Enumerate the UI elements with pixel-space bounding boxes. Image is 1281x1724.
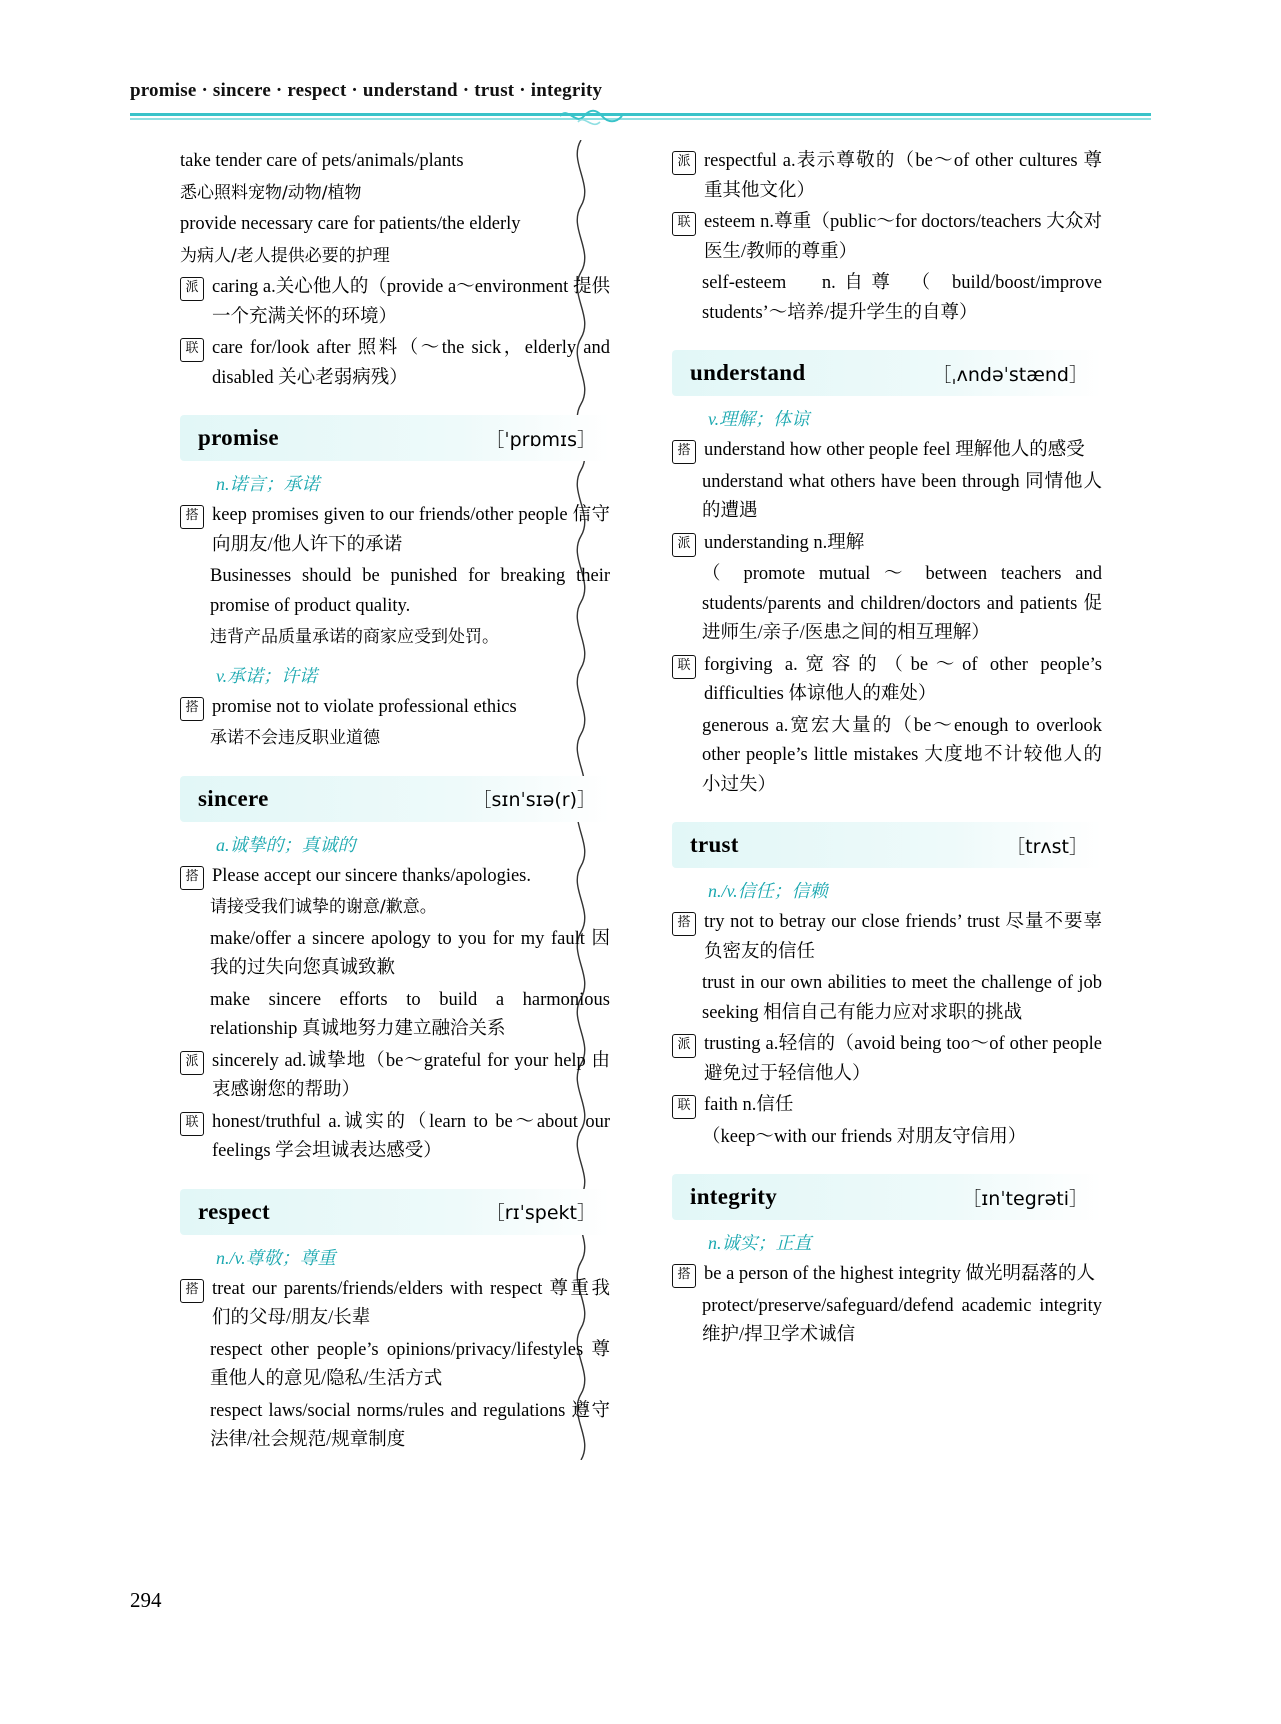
word-header [180, 776, 610, 822]
entry-line [180, 334, 610, 393]
entry-text: （keep～with our friends 对朋友守信用） [702, 1126, 1027, 1147]
entry-line [210, 724, 610, 754]
entry-text: caring a.关心他人的（provide a～environment 提供一个充满关怀的环境） [212, 277, 610, 327]
entry-line [702, 560, 1102, 649]
part-of-speech: n./v.尊敬；尊重 [216, 1247, 336, 1268]
word-header [180, 415, 610, 461]
entry-line [180, 1108, 610, 1167]
header-ornament-icon [558, 104, 624, 130]
headword: respect [198, 1198, 270, 1224]
phonetic: ［ˌʌndəˈstænd］ [932, 363, 1088, 386]
entry-line [672, 1030, 1102, 1089]
entry-en-text: take tender care of pets/animals/plants [180, 151, 464, 171]
entry-text: understand how other people feel 理解他人的感受 [704, 440, 1085, 460]
entry-text: make/offer a sincere apology to you for my fault 因我的过失向您真诚致歉 [210, 928, 610, 978]
entry-text: keep promises given to our friends/other people 信守向朋友/他人许下的承诺 [212, 505, 610, 555]
right-column [672, 145, 1102, 1355]
entry-text: Businesses should be punished for breaking their promise of product quality. [210, 566, 610, 616]
entry-line [702, 1292, 1102, 1351]
continued-entry-left [180, 147, 610, 393]
continued-entry-right [672, 147, 1102, 328]
entry-line [672, 529, 1102, 559]
entry-cn-text: 悉心照料宠物/动物/植物 [180, 182, 362, 203]
entry-text: honest/truthful a.诚实的（learn to be～about our feelings 学会坦诚表达感受） [212, 1111, 610, 1161]
entry-line [180, 693, 610, 723]
tag-related-icon: 联 [672, 212, 696, 236]
entry-cn-text: 违背产品质量承诺的商家应受到处罚。 [210, 627, 499, 647]
entry-line [672, 1091, 1102, 1121]
entry-line [210, 1336, 610, 1395]
entry-line [180, 210, 610, 240]
tag-collocation-icon: 搭 [180, 866, 204, 890]
entry-line [702, 1123, 1102, 1153]
entry-text: trust in our own abilities to meet the challenge of job seeking 相信自己有能力应对求职的挑战 [702, 973, 1102, 1023]
part-of-speech: a.诚挚的；真诚的 [216, 834, 356, 855]
tag-collocation-icon: 搭 [672, 1264, 696, 1288]
entry-trust [672, 822, 1102, 1152]
entry-line [672, 651, 1102, 710]
entry-line [672, 208, 1102, 267]
word-header [672, 1174, 1102, 1220]
entry-text: care for/look after 照料（～the sick，elderly and disabled 关心老弱病残） [212, 338, 610, 388]
entry-line [180, 501, 610, 560]
phonetic: ［rɪˈspekt］ [485, 1202, 596, 1224]
entry-text: forgiving a.宽容的（be～of other people’s difficulties 体谅他人的难处） [704, 654, 1102, 704]
entry-line [210, 893, 610, 923]
entry-en-text: provide necessary care for patients/the elderly [180, 214, 521, 234]
entry-sincere [180, 776, 610, 1167]
tag-derivative-icon: 派 [180, 1051, 204, 1075]
entry-cn-text: 为病人/老人提供必要的护理 [180, 245, 390, 266]
entry-line [702, 712, 1102, 801]
entry-line [180, 1047, 610, 1106]
entry-line [672, 147, 1102, 206]
entry-text: promise not to violate professional ethics [212, 696, 517, 717]
tag-related-icon: 联 [672, 655, 696, 679]
part-of-speech: v.承诺；许诺 [216, 665, 318, 686]
word-header [672, 822, 1102, 868]
entry-text: esteem n.尊重（public～for doctors/teachers 大众对医生/教师的尊重） [704, 212, 1102, 262]
tag-collocation-icon: 搭 [180, 1279, 204, 1303]
entry-text: respect laws/social norms/rules and regulations 遵守法律/社会规范/规章制度 [210, 1400, 610, 1450]
tag-collocation-icon: 搭 [180, 697, 204, 721]
entry-text: sincerely ad.诚挚地（be～grateful for your help 由衷感谢您的帮助） [212, 1050, 610, 1100]
entry-text: self-esteem n.自尊 （ build/boost/improve students’～培养/提升学生的自尊） [702, 273, 1102, 323]
tag-derivative-icon: 派 [672, 1034, 696, 1058]
tag-related-icon: 联 [180, 338, 204, 362]
entry-line [702, 969, 1102, 1028]
word-header [672, 350, 1102, 396]
tag-derivative-icon: 派 [672, 151, 696, 175]
entry-line [180, 147, 610, 177]
entry-line [180, 273, 610, 332]
tag-derivative-icon: 派 [672, 533, 696, 557]
headword: integrity [690, 1184, 778, 1209]
entry-text: understanding n.理解 [704, 532, 865, 553]
headword: sincere [198, 785, 269, 811]
entry-text: generous a.宽宏大量的（be～enough to overlook other people’s little mistakes 大度地不计较他人的小过失） [702, 715, 1102, 795]
entry-line [210, 623, 610, 653]
entry-line [702, 269, 1102, 328]
entry-line [180, 862, 610, 892]
tag-collocation-icon: 搭 [672, 440, 696, 464]
entry-line [180, 242, 610, 272]
tag-related-icon: 联 [180, 1112, 204, 1136]
entry-line [210, 986, 610, 1045]
headword: promise [198, 425, 279, 450]
entry-line [180, 1275, 610, 1334]
header-rule [130, 113, 1151, 120]
tag-collocation-icon: 搭 [180, 505, 204, 529]
tag-collocation-icon: 搭 [672, 912, 696, 936]
page-number: 294 [130, 1588, 162, 1612]
tag-derivative-icon: 派 [180, 277, 204, 301]
entry-text: be a person of the highest integrity 做光明磊落的人 [704, 1264, 1096, 1284]
entry-text: treat our parents/friends/elders with respect 尊重我们的父母/朋友/长辈 [212, 1278, 610, 1328]
headword: trust [690, 832, 739, 857]
part-of-speech: v.理解；体谅 [708, 409, 810, 429]
part-of-speech: n.诚实；正直 [708, 1233, 812, 1253]
part-of-speech: n./v.信任；信赖 [708, 881, 828, 901]
entry-text: make sincere efforts to build a harmonious relationship 真诚地努力建立融洽关系 [210, 989, 610, 1039]
phonetic: ［ɪnˈtegrəti］ [962, 1187, 1088, 1210]
phonetic: ［sɪnˈsɪə(r)］ [472, 789, 596, 811]
entry-understand [672, 350, 1102, 800]
phonetic: ［trʌst］ [1006, 835, 1088, 858]
entry-line [672, 908, 1102, 967]
entry-text: respectful a.表示尊敬的（be～of other cultures 尊重其他文化） [704, 151, 1102, 201]
entry-text: understand what others have been through 同情他人的遭遇 [702, 471, 1102, 521]
entry-text: faith n.信任 [704, 1095, 794, 1115]
entry-text: Please accept our sincere thanks/apologies. [212, 865, 532, 886]
part-of-speech: n.诺言；承诺 [216, 474, 320, 494]
entry-respect [180, 1189, 610, 1456]
running-head-text: promise · sincere · respect · understand · trust · integrity [130, 80, 603, 101]
tag-related-icon: 联 [672, 1095, 696, 1119]
entry-text: respect other people’s opinions/privacy/lifestyles 尊重他人的意见/隐私/生活方式 [210, 1339, 610, 1389]
entry-cn-text: 承诺不会违反职业道德 [210, 728, 380, 748]
entry-promise [180, 415, 610, 754]
entry-line [180, 179, 610, 209]
entry-line [210, 1397, 610, 1456]
phonetic: ［ˈprɒmɪs］ [485, 428, 596, 451]
entry-line [210, 925, 610, 984]
entry-text: protect/preserve/safeguard/defend academic integrity 维护/捍卫学术诚信 [702, 1295, 1102, 1345]
entry-text: try not to betray our close friends’ trust 尽量不要辜负密友的信任 [704, 912, 1102, 962]
entry-line [672, 1260, 1102, 1290]
running-head [130, 80, 1150, 102]
entry-text: trusting a.轻信的（avoid being too～of other people 避免过于轻信他人） [704, 1034, 1102, 1084]
left-column [180, 145, 610, 1460]
entry-line [210, 562, 610, 621]
word-header [180, 1189, 610, 1235]
entry-text: （ promote mutual ～ between teachers and students/parents and children/doctors and patients 促进师生/亲子/医患之间的相互理解） [702, 564, 1102, 643]
headword: understand [690, 360, 806, 385]
entry-line [702, 468, 1102, 527]
entry-line [672, 436, 1102, 466]
entry-cn-text: 请接受我们诚挚的谢意/歉意。 [210, 897, 437, 917]
entry-integrity [672, 1174, 1102, 1351]
